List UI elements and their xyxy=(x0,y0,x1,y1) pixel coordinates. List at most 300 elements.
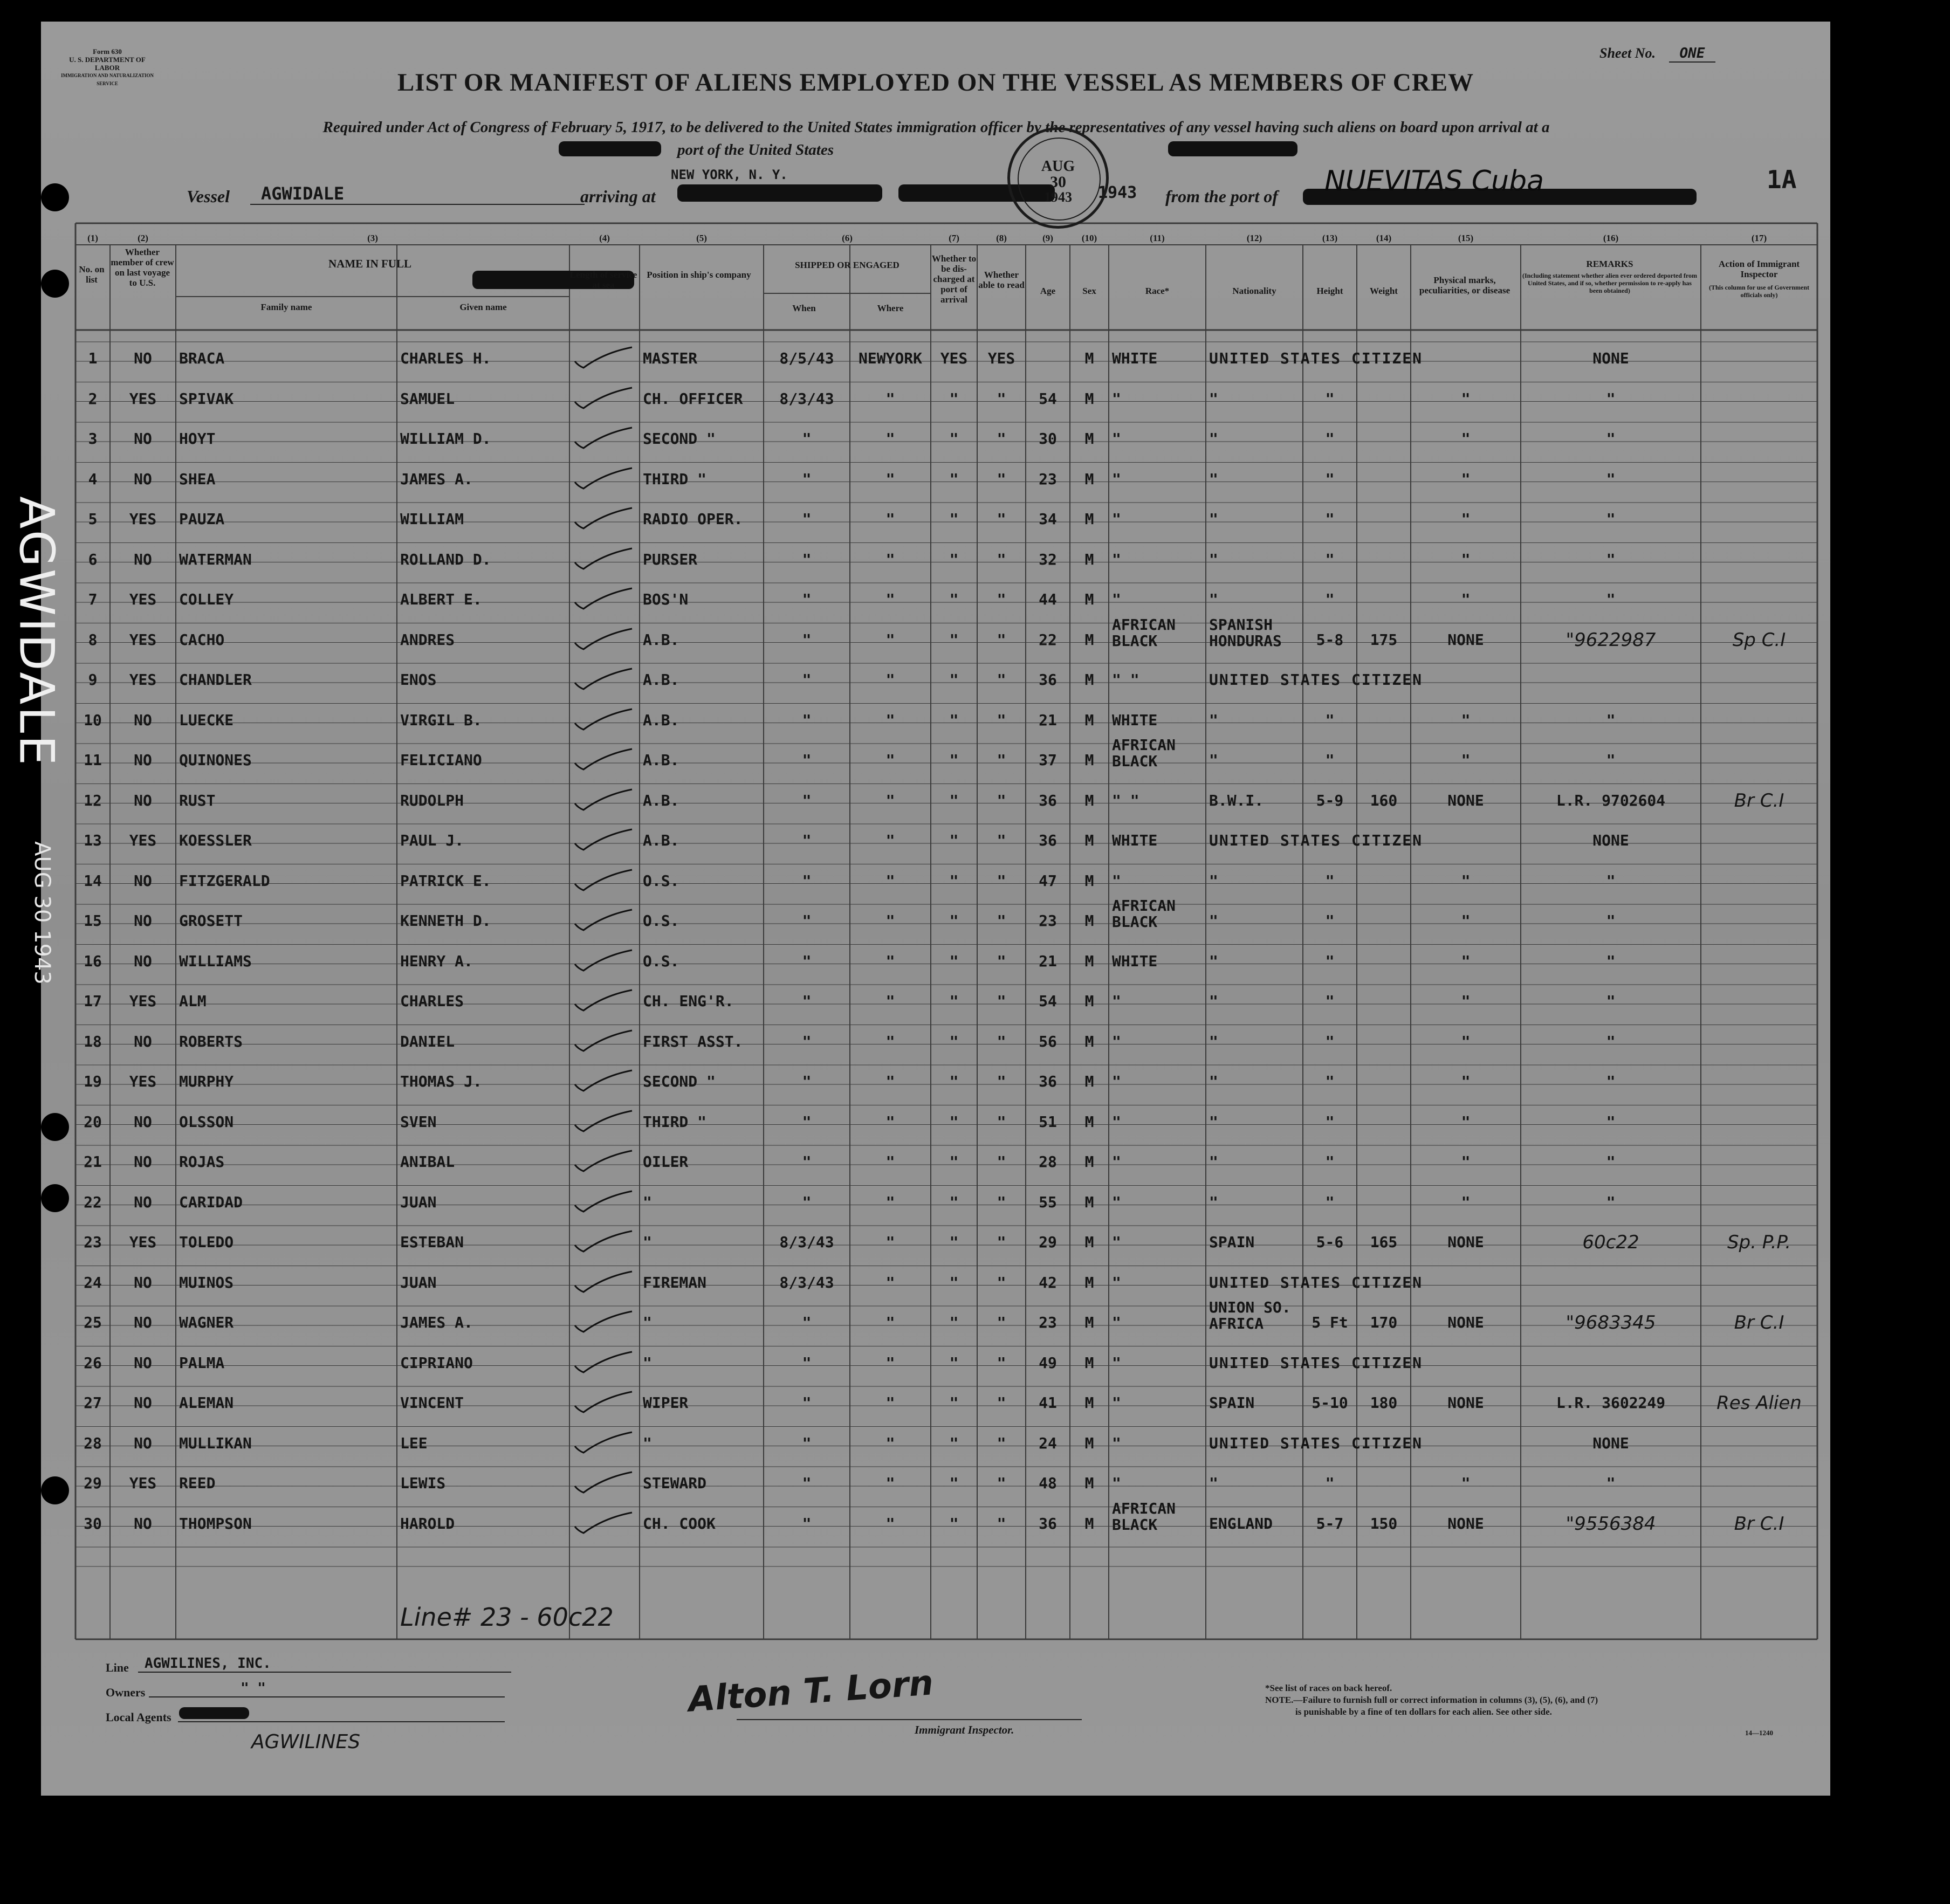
cell-nationality: " xyxy=(1209,430,1218,448)
cell-where: " xyxy=(885,630,895,649)
cell-age: 47 xyxy=(1039,871,1057,890)
owners-label: Owners xyxy=(106,1686,146,1699)
cell-prev: YES xyxy=(129,671,157,689)
cell-read: " xyxy=(997,1112,1006,1131)
cell-given: LEWIS xyxy=(400,1474,446,1492)
column-number: (16) xyxy=(1603,233,1619,243)
cell-given: ENOS xyxy=(400,671,437,689)
manifest-sheet xyxy=(41,22,1830,1796)
cell-position: WIPER xyxy=(643,1394,689,1412)
cell-race: " xyxy=(1112,1434,1121,1452)
cell-prev: YES xyxy=(129,630,157,649)
cell-age: 28 xyxy=(1039,1153,1057,1171)
cell-read: " xyxy=(997,1353,1006,1372)
cell-sex: M xyxy=(1084,912,1094,930)
cell-position: A.B. xyxy=(643,791,679,809)
cell-no: 15 xyxy=(84,912,102,930)
check-mark-icon xyxy=(572,1509,636,1536)
cell-age: 23 xyxy=(1039,470,1057,488)
hdr-member-last-voyage: Whether member of crew on last voyage to U.S. xyxy=(111,247,174,288)
cell-nationality: " xyxy=(1209,510,1218,528)
cell-disch: " xyxy=(949,1434,959,1452)
cell-nationality: " xyxy=(1209,952,1218,970)
cell-age: 51 xyxy=(1039,1112,1057,1131)
cell-nationality: " xyxy=(1209,1073,1218,1090)
cell-age: 36 xyxy=(1039,1514,1057,1532)
cell-where: " xyxy=(885,831,895,849)
cell-where: " xyxy=(885,1073,895,1090)
cell-height: " xyxy=(1325,550,1335,568)
cell-position: BOS'N xyxy=(643,590,689,608)
cell-family: MURPHY xyxy=(179,1073,234,1090)
cell-disch: " xyxy=(949,751,959,769)
cell-prev: NO xyxy=(134,1193,152,1211)
cell-family: CARIDAD xyxy=(179,1193,243,1211)
cell-disch: " xyxy=(949,1193,959,1211)
cell-nationality: " xyxy=(1209,1112,1218,1131)
cell-remarks: NONE xyxy=(1592,831,1629,849)
cell-prev: NO xyxy=(134,470,152,488)
check-mark-icon xyxy=(572,1228,636,1255)
cell-marks: " xyxy=(1461,1112,1471,1131)
subtitle-line-1: Required under Act of Congress of February 5, 1917, to be delivered to the United States immigration officer by the representatives of any vessel having such aliens on board upon arrival at a xyxy=(322,119,1550,136)
cell-read: " xyxy=(997,952,1006,970)
cell-read: " xyxy=(997,389,1006,408)
cell-remarks: L.R. 9702604 xyxy=(1556,791,1666,809)
cell-nationality: UNITED STATES CITIZEN xyxy=(1209,1273,1423,1291)
column-number: (17) xyxy=(1751,233,1767,243)
cell-remarks: " xyxy=(1606,470,1616,488)
vessel-name: AGWIDALE xyxy=(250,183,585,205)
cell-age: 21 xyxy=(1039,952,1057,970)
cell-no: 22 xyxy=(84,1193,102,1211)
cell-when: 8/3/43 xyxy=(779,1273,834,1291)
cell-given: KENNETH D. xyxy=(400,912,491,930)
cell-remarks: " xyxy=(1606,590,1616,608)
cell-sex: M xyxy=(1084,349,1094,367)
cell-sex: M xyxy=(1084,711,1094,729)
cell-position: THIRD " xyxy=(643,1112,707,1131)
cell-age: 23 xyxy=(1039,912,1057,930)
cell-nationality: " xyxy=(1209,1032,1218,1050)
cell-no: 9 xyxy=(88,671,98,689)
cell-remarks: 60c22 xyxy=(1582,1232,1639,1253)
cell-family: KOESSLER xyxy=(179,831,252,849)
cell-age: 34 xyxy=(1039,510,1057,528)
cell-race: AFRICAN BLACK xyxy=(1112,897,1176,931)
cell-sex: M xyxy=(1084,791,1094,809)
cell-family: ROBERTS xyxy=(179,1032,243,1050)
hdr-action-inspector: Action of Immigrant Inspector xyxy=(1718,259,1800,279)
cell-nationality: " xyxy=(1209,550,1218,568)
cell-nationality: UNITED STATES CITIZEN xyxy=(1209,1353,1423,1372)
cell-no: 26 xyxy=(84,1353,102,1372)
cell-height: " xyxy=(1325,751,1335,769)
cell-when: " xyxy=(802,470,812,488)
check-mark-icon xyxy=(572,786,636,813)
cell-age: 42 xyxy=(1039,1273,1057,1291)
cell-where: " xyxy=(885,1153,895,1171)
cell-where: " xyxy=(885,751,895,769)
cell-race: " xyxy=(1112,1273,1121,1291)
cell-sex: M xyxy=(1084,1514,1094,1532)
cell-remarks: " xyxy=(1606,1032,1616,1050)
cell-age: 32 xyxy=(1039,550,1057,568)
stamp-month: AUG xyxy=(1041,158,1075,175)
cell-prev: NO xyxy=(134,1112,152,1131)
cell-height: " xyxy=(1325,871,1335,890)
cell-prev: YES xyxy=(129,992,157,1010)
cell-position: " xyxy=(643,1353,652,1372)
cell-sex: M xyxy=(1084,831,1094,849)
cell-read: " xyxy=(997,630,1006,649)
cell-disch: " xyxy=(949,952,959,970)
cell-position: " xyxy=(643,1233,652,1251)
form-dept: U. S. DEPARTMENT OF LABOR xyxy=(69,56,146,72)
punch-hole xyxy=(41,1184,69,1212)
cell-marks: NONE xyxy=(1447,791,1484,809)
cell-family: CACHO xyxy=(179,630,225,649)
cell-when: " xyxy=(802,590,812,608)
cell-when: " xyxy=(802,1514,812,1532)
redaction-2 xyxy=(1168,141,1297,156)
cell-sex: M xyxy=(1084,671,1094,689)
cell-prev: NO xyxy=(134,1153,152,1171)
column-number: (15) xyxy=(1458,233,1474,243)
check-mark-icon xyxy=(572,1469,636,1496)
cell-family: FITZGERALD xyxy=(179,871,270,890)
check-mark-icon xyxy=(572,344,636,371)
hdr-shipped-engaged: SHIPPED OR ENGAGED xyxy=(795,260,900,270)
cell-marks: " xyxy=(1461,871,1471,890)
cell-position: O.S. xyxy=(643,912,679,930)
cell-prev: NO xyxy=(134,349,152,367)
cell-given: LEE xyxy=(400,1434,428,1452)
cell-prev: NO xyxy=(134,550,152,568)
check-mark-icon xyxy=(572,1389,636,1415)
cell-position: SECOND " xyxy=(643,1073,716,1090)
check-mark-icon xyxy=(572,1067,636,1094)
cell-read: " xyxy=(997,871,1006,890)
cell-no: 6 xyxy=(88,550,98,568)
cell-no: 27 xyxy=(84,1394,102,1412)
cell-prev: YES xyxy=(129,1233,157,1251)
cell-when: " xyxy=(802,1394,812,1412)
cell-sex: M xyxy=(1084,1112,1094,1131)
cell-weight: 175 xyxy=(1370,630,1398,649)
manifest-title: LIST OR MANIFEST OF ALIENS EMPLOYED ON THE VESSEL AS MEMBERS OF CREW xyxy=(397,68,1474,97)
cell-disch: " xyxy=(949,671,959,689)
cell-sex: M xyxy=(1084,1193,1094,1211)
cell-read: " xyxy=(997,1434,1006,1452)
cell-age: 56 xyxy=(1039,1032,1057,1050)
cell-prev: NO xyxy=(134,912,152,930)
cell-given: VIRGIL B. xyxy=(400,711,482,729)
redaction-agents xyxy=(179,1707,249,1719)
cell-when: " xyxy=(802,791,812,809)
cell-race: " xyxy=(1112,1353,1121,1372)
cell-nationality: UNION SO. AFRICA xyxy=(1209,1298,1291,1332)
hdr-name-in-full: NAME IN FULL xyxy=(328,257,411,270)
cell-given: ROLLAND D. xyxy=(400,550,491,568)
cell-prev: YES xyxy=(129,510,157,528)
cell-height: " xyxy=(1325,992,1335,1010)
from-port-label: from the port of xyxy=(1165,187,1278,206)
cell-remarks: " xyxy=(1606,992,1616,1010)
cell-prev: NO xyxy=(134,1032,152,1050)
cell-when: " xyxy=(802,871,812,890)
column-number: (5) xyxy=(696,233,707,243)
footer-note-3: is punishable by a fine of ten dollars for each alien. See other side. xyxy=(1295,1707,1552,1717)
cell-nationality: " xyxy=(1209,871,1218,890)
cell-disch: " xyxy=(949,791,959,809)
cell-prev: NO xyxy=(134,871,152,890)
cell-age: 54 xyxy=(1039,389,1057,408)
cell-where: " xyxy=(885,1434,895,1452)
cell-disch: " xyxy=(949,1233,959,1251)
cell-sex: M xyxy=(1084,1233,1094,1251)
cell-height: 5 Ft xyxy=(1312,1314,1348,1331)
cell-disch: " xyxy=(949,871,959,890)
cell-read: " xyxy=(997,671,1006,689)
cell-when: " xyxy=(802,711,812,729)
cell-action: Sp C.I xyxy=(1732,629,1786,651)
cell-no: 20 xyxy=(84,1112,102,1131)
cell-family: COLLEY xyxy=(179,590,234,608)
cell-action: Br C.I xyxy=(1734,789,1784,812)
cell-height: " xyxy=(1325,1193,1335,1211)
cell-prev: NO xyxy=(134,1314,152,1331)
cell-nationality: " xyxy=(1209,1193,1218,1211)
cell-where: " xyxy=(885,430,895,448)
cell-family: BRACA xyxy=(179,349,225,367)
cell-height: " xyxy=(1325,1032,1335,1050)
cell-remarks: L.R. 3602249 xyxy=(1556,1394,1666,1412)
cell-no: 19 xyxy=(84,1073,102,1090)
cell-age: 36 xyxy=(1039,671,1057,689)
cell-position: A.B. xyxy=(643,711,679,729)
cell-prev: NO xyxy=(134,1353,152,1372)
cell-when: 8/3/43 xyxy=(779,389,834,408)
cell-remarks: " xyxy=(1606,430,1616,448)
cell-read: " xyxy=(997,1514,1006,1532)
cell-marks: NONE xyxy=(1447,1233,1484,1251)
cell-race: AFRICAN BLACK xyxy=(1112,615,1176,650)
cell-given: ALBERT E. xyxy=(400,590,482,608)
cell-given: VINCENT xyxy=(400,1394,464,1412)
cell-prev: NO xyxy=(134,1434,152,1452)
cell-read: " xyxy=(997,751,1006,769)
cell-read: " xyxy=(997,430,1006,448)
cell-position: STEWARD xyxy=(643,1474,707,1492)
cell-position: " xyxy=(643,1434,652,1452)
hdr-physical-marks: Physical marks, peculiarities, or disease xyxy=(1419,275,1510,295)
cell-nationality: UNITED STATES CITIZEN xyxy=(1209,671,1423,689)
column-number: (11) xyxy=(1150,233,1165,243)
cell-race: WHITE xyxy=(1112,711,1158,729)
cell-sex: M xyxy=(1084,1073,1094,1090)
cell-height: " xyxy=(1325,1073,1335,1090)
cell-prev: NO xyxy=(134,430,152,448)
cell-marks: " xyxy=(1461,430,1471,448)
check-mark-icon xyxy=(572,585,636,612)
column-number: (12) xyxy=(1246,233,1262,243)
cell-sex: M xyxy=(1084,1273,1094,1291)
cell-age: 36 xyxy=(1039,791,1057,809)
cell-given: FELICIANO xyxy=(400,751,482,769)
cell-family: THOMPSON xyxy=(179,1514,252,1532)
cell-nationality: B.W.I. xyxy=(1209,791,1264,809)
cell-height: " xyxy=(1325,510,1335,528)
redaction-1 xyxy=(559,141,661,156)
cell-read: " xyxy=(997,831,1006,849)
cell-no: 24 xyxy=(84,1273,102,1291)
cell-given: THOMAS J. xyxy=(400,1073,482,1090)
cell-remarks: " xyxy=(1606,1153,1616,1171)
cell-remarks: " xyxy=(1606,1112,1616,1131)
check-mark-icon xyxy=(572,465,636,492)
check-mark-icon xyxy=(572,1308,636,1335)
hdr-sex: Sex xyxy=(1082,286,1096,296)
punch-hole xyxy=(41,1476,69,1504)
cell-read: " xyxy=(997,1193,1006,1211)
cell-read: " xyxy=(997,1073,1006,1090)
cell-race: WHITE xyxy=(1112,831,1158,849)
cell-race: AFRICAN BLACK xyxy=(1112,736,1176,770)
cell-given: WILLIAM xyxy=(400,510,464,528)
hdr-given-name: Given name xyxy=(459,302,507,312)
cell-disch: " xyxy=(949,1474,959,1492)
cell-race: " xyxy=(1112,1073,1121,1090)
cell-height: " xyxy=(1325,1474,1335,1492)
cell-no: 16 xyxy=(84,952,102,970)
cell-sex: M xyxy=(1084,1032,1094,1050)
column-number: (6) xyxy=(842,233,853,243)
cell-position: A.B. xyxy=(643,630,679,649)
cell-given: ANIBAL xyxy=(400,1153,455,1171)
cell-when: " xyxy=(802,1314,812,1331)
cell-no: 8 xyxy=(88,630,98,649)
cell-when: " xyxy=(802,550,812,568)
cell-where: " xyxy=(885,711,895,729)
cell-race: " xyxy=(1112,510,1121,528)
cell-position: MASTER xyxy=(643,349,698,367)
cell-when: " xyxy=(802,992,812,1010)
inspector-line xyxy=(737,1719,1082,1720)
cell-sex: M xyxy=(1084,1474,1094,1492)
column-number: (4) xyxy=(599,233,610,243)
cell-race: " xyxy=(1112,1474,1121,1492)
cell-race: " xyxy=(1112,389,1121,408)
cell-remarks: " xyxy=(1606,1474,1616,1492)
cell-family: ALEMAN xyxy=(179,1394,234,1412)
hdr-family-name: Family name xyxy=(260,302,312,312)
line-label: Line xyxy=(106,1661,129,1674)
cell-nationality: " xyxy=(1209,912,1218,930)
punch-hole xyxy=(41,270,69,298)
cell-remarks: NONE xyxy=(1592,349,1629,367)
cell-where: " xyxy=(885,992,895,1010)
cell-disch: " xyxy=(949,992,959,1010)
hdr-age: Age xyxy=(1040,286,1056,296)
cell-height: " xyxy=(1325,470,1335,488)
cell-sex: M xyxy=(1084,510,1094,528)
cell-nationality: SPAIN xyxy=(1209,1233,1255,1251)
cell-height: " xyxy=(1325,952,1335,970)
cell-race: " xyxy=(1112,1032,1121,1050)
cell-race: " xyxy=(1112,1314,1121,1331)
cell-remarks: " xyxy=(1606,1073,1616,1090)
cell-race: " " xyxy=(1112,671,1139,689)
redaction-3 xyxy=(677,184,882,202)
cell-nationality: " xyxy=(1209,470,1218,488)
cell-race: WHITE xyxy=(1112,952,1158,970)
cell-disch: " xyxy=(949,912,959,930)
cell-sex: M xyxy=(1084,871,1094,890)
cell-disch: " xyxy=(949,510,959,528)
cell-no: 4 xyxy=(88,470,98,488)
cell-family: TOLEDO xyxy=(179,1233,234,1251)
column-number: (13) xyxy=(1322,233,1338,243)
cell-prev: NO xyxy=(134,751,152,769)
cell-prev: YES xyxy=(129,1073,157,1090)
cell-sex: M xyxy=(1084,550,1094,568)
cell-prev: NO xyxy=(134,791,152,809)
cell-marks: NONE xyxy=(1447,630,1484,649)
side-stamp-vessel: AGWIDALE xyxy=(9,496,65,767)
hdr-nationality: Nationality xyxy=(1232,286,1276,296)
cell-disch: " xyxy=(949,711,959,729)
check-mark-icon xyxy=(572,1147,636,1174)
agents-label: Local Agents xyxy=(106,1710,171,1724)
sheet-no-value: ONE xyxy=(1669,45,1716,63)
cell-prev: NO xyxy=(134,711,152,729)
cell-read: " xyxy=(997,470,1006,488)
cell-race: " " xyxy=(1112,791,1139,809)
cell-read: " xyxy=(997,1474,1006,1492)
cell-remarks: NONE xyxy=(1592,1434,1629,1452)
cell-given: CHARLES xyxy=(400,992,464,1010)
cell-age: 30 xyxy=(1039,430,1057,448)
hdr-no-on-list: No. on list xyxy=(79,264,105,285)
cell-position: OILER xyxy=(643,1153,689,1171)
cell-sex: M xyxy=(1084,952,1094,970)
cell-position: A.B. xyxy=(643,831,679,849)
hdr-height: Height xyxy=(1316,286,1343,296)
cell-disch: " xyxy=(949,1514,959,1532)
cell-marks: " xyxy=(1461,1032,1471,1050)
cell-no: 29 xyxy=(84,1474,102,1492)
cell-read: " xyxy=(997,1314,1006,1331)
cell-height: " xyxy=(1325,389,1335,408)
cell-sex: M xyxy=(1084,1314,1094,1331)
stamp-day: 30 xyxy=(1050,173,1066,191)
cell-height: 5-7 xyxy=(1316,1514,1344,1532)
cell-height: " xyxy=(1325,590,1335,608)
cell-race: WHITE xyxy=(1112,349,1158,367)
cell-action: Br C.I xyxy=(1734,1312,1784,1334)
cell-age: 24 xyxy=(1039,1434,1057,1452)
cell-sex: M xyxy=(1084,751,1094,769)
check-mark-icon xyxy=(572,826,636,853)
cell-where: " xyxy=(885,590,895,608)
cell-no: 1 xyxy=(88,349,98,367)
cell-weight: 160 xyxy=(1370,791,1398,809)
cell-height: " xyxy=(1325,1153,1335,1171)
cell-where: " xyxy=(885,791,895,809)
cell-age: 23 xyxy=(1039,1314,1057,1331)
cell-marks: " xyxy=(1461,711,1471,729)
